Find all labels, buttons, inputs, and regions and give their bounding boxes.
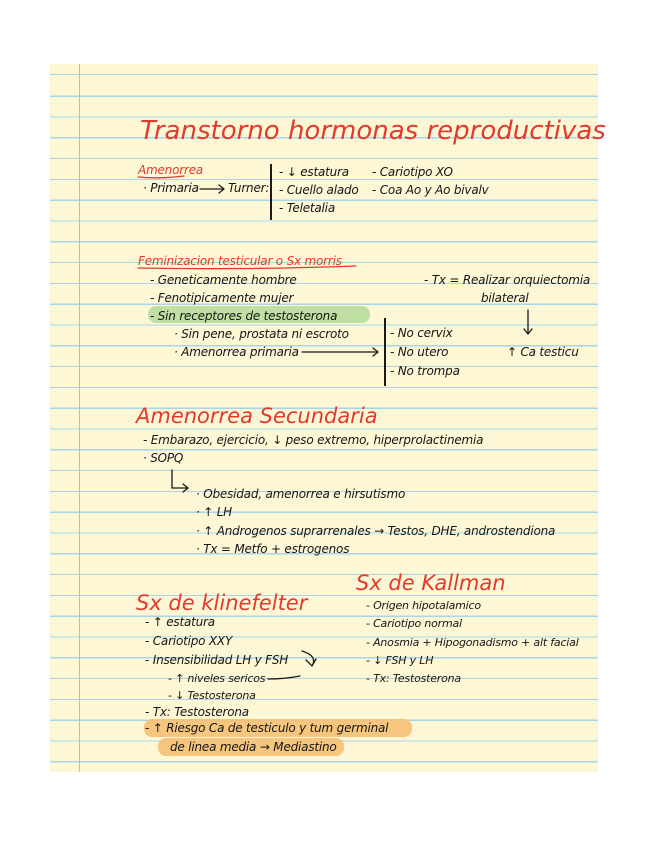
klinefelter-item: - ↑ niveles sericos [168,672,266,685]
kallman-heading: Sx de Kallman [356,571,506,595]
klinefelter-item: de linea media → Mediastino [170,740,337,754]
morris-item: - Geneticamente hombre [150,273,297,287]
morris-item: - Sin receptores de testosterona [150,309,338,323]
turner-item: - ↓ estatura [279,165,349,179]
klinefelter-item: - Insensibilidad LH y FSH [145,653,289,667]
sopq-item: · Obesidad, amenorrea e hirsutismo [196,487,406,501]
secundaria-line: - Embarazo, ejercicio, ↓ peso extremo, hiperprolactinemia [143,433,484,447]
amenorrea-heading: Amenorrea [138,163,204,177]
klinefelter-item: - ↓ Testosterona [168,689,256,702]
turner-item: - Cariotipo XO [372,165,453,179]
turner-item: - Cuello alado [279,183,359,197]
sopq-label: · SOPQ [143,451,184,465]
kallman-item: - Anosmia + Hipogonadismo + alt facial [366,636,579,649]
kallman-item: - ↓ FSH y LH [366,654,434,667]
klinefelter-item: - ↑ estatura [145,615,215,629]
turner-label: Turner: [228,181,270,195]
turner-item: - Coa Ao y Ao bivalv [372,183,489,197]
margin-line [79,64,80,772]
morris-tx: - Tx = Realizar orquiectomia [424,273,591,287]
kallman-item: - Cariotipo normal [366,617,462,630]
morris-heading: Feminizacion testicular o Sx morris [138,254,342,268]
morris-item: - Fenotipicamente mujer [150,291,294,305]
klinefelter-heading: Sx de klinefelter [136,591,308,615]
primaria-label: · Primaria [143,181,199,195]
turner-item: - Teletalia [279,201,335,215]
morris-right-item: - No cervix [390,326,453,340]
morris-tx-2: bilateral [481,291,529,305]
sopq-item: · ↑ Androgenos suprarrenales → Testos, DHE, androstendiona [196,524,556,538]
page-title: Transtorno hormonas reproductivas [140,116,606,146]
morris-risk: ↑ Ca testicu [507,345,579,359]
kallman-item: - Origen hipotalamico [366,599,481,612]
klinefelter-item: - Cariotipo XXY [145,634,233,648]
bracket-line [384,318,386,386]
bracket-line [270,164,272,220]
secundaria-heading: Amenorrea Secundaria [136,404,378,428]
morris-right-item: - No utero [390,345,449,359]
morris-sub: · Sin pene, prostata ni escroto [174,327,349,341]
morris-sub: · Amenorrea primaria [174,345,299,359]
kallman-item: - Tx: Testosterona [366,672,461,685]
klinefelter-item: - ↑ Riesgo Ca de testiculo y tum germinal [145,721,389,735]
sopq-item: · ↑ LH [196,505,233,519]
klinefelter-item: - Tx: Testosterona [145,705,249,719]
sopq-item: · Tx = Metfo + estrogenos [196,542,350,556]
morris-right-item: - No trompa [390,364,460,378]
